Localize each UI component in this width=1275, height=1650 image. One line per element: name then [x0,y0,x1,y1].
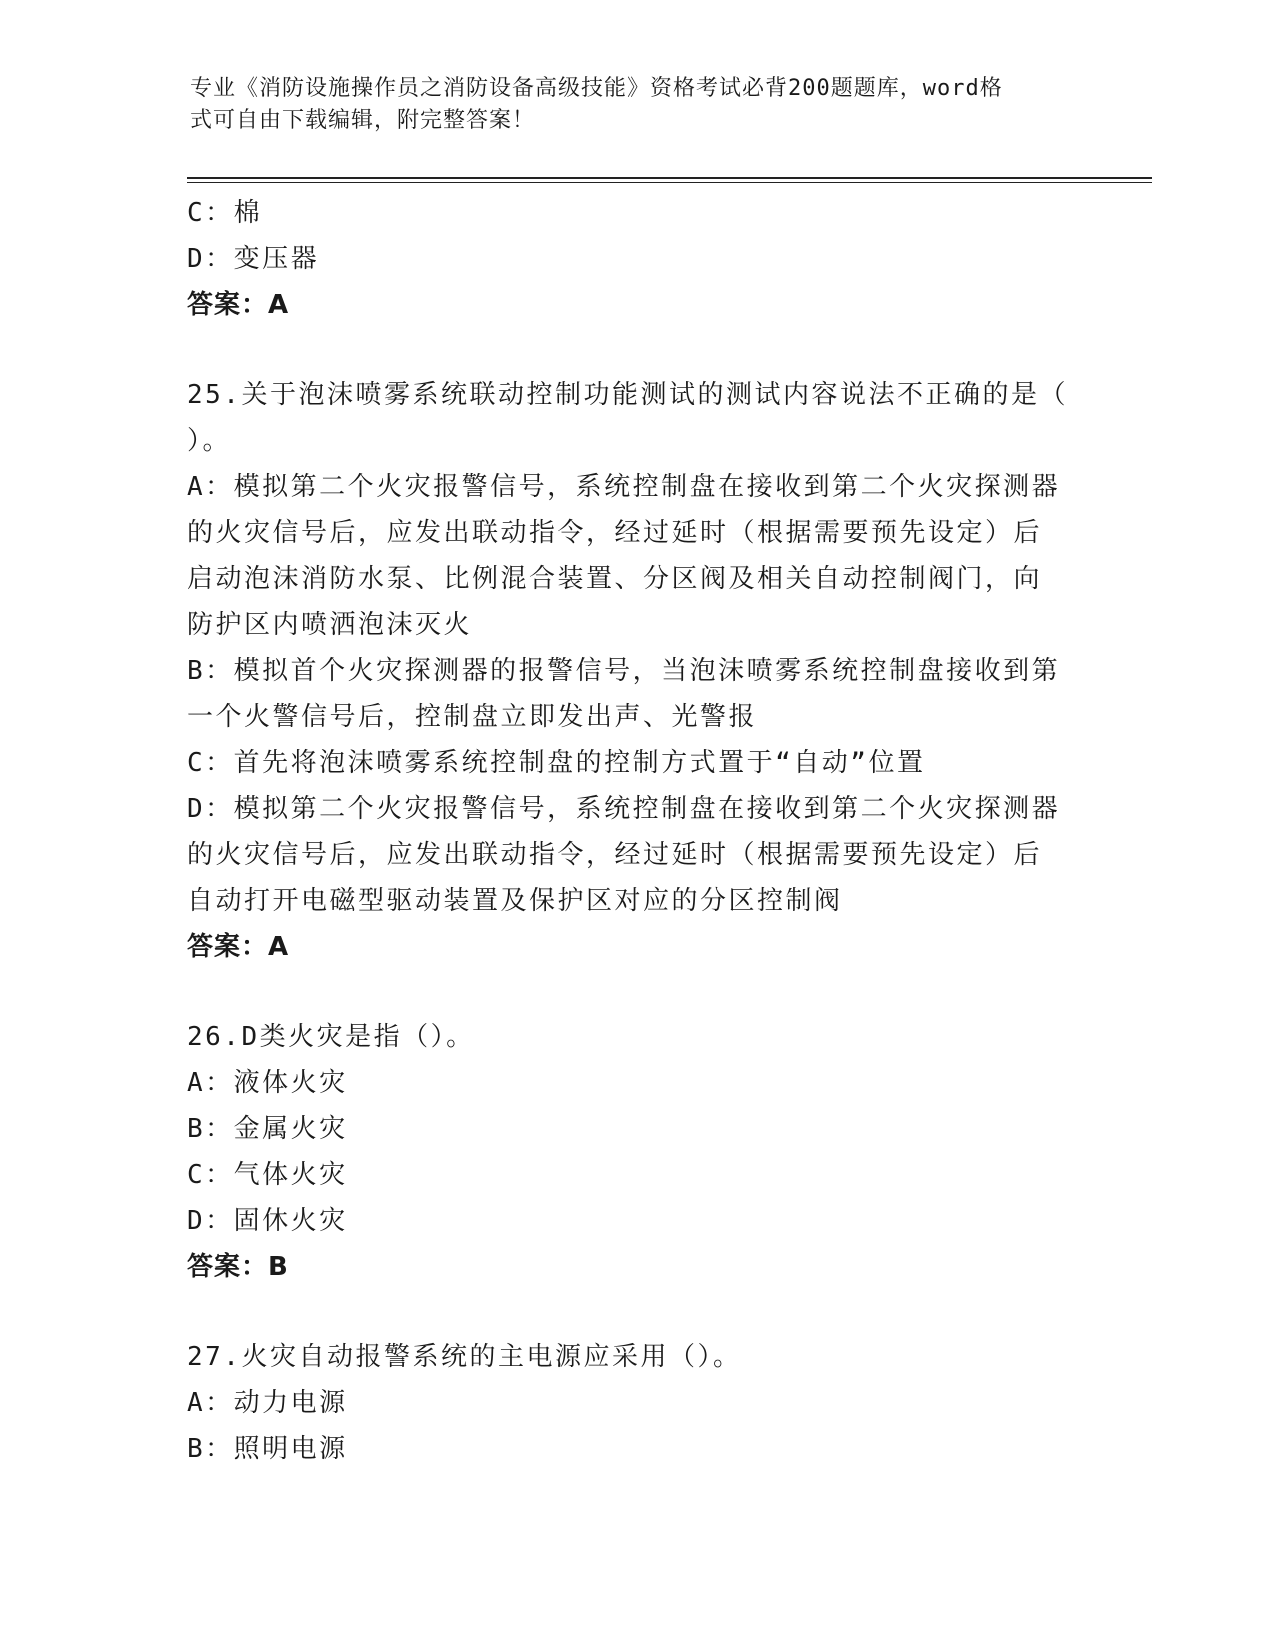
option-b: B：金属火灾 [187,1114,348,1144]
spacer [187,1290,1077,1334]
option-a: 启动泡沫消防水泵、比例混合装置、分区阀及相关自动控制阀门，向 [187,564,1043,594]
question-stem: 25.关于泡沫喷雾系统联动控制功能测试的测试内容说法不正确的是（ [187,380,1068,410]
option-b: 一个火警信号后，控制盘立即发出声、光警报 [187,702,758,732]
option-a: A：液体火灾 [187,1068,348,1098]
option-b: B：模拟首个火灾探测器的报警信号，当泡沫喷雾系统控制盘接收到第 [187,656,1061,686]
answer-line: 答案：A [187,290,290,320]
question-content [187,190,1077,1472]
question-stem: 27.火灾自动报警系统的主电源应采用（）。 [187,1342,742,1372]
option-d: 自动打开电磁型驱动装置及保护区对应的分区控制阀 [187,886,843,916]
question-27 [187,1334,1077,1472]
question-stem: 26.D类火灾是指（）。 [187,1022,475,1052]
header-line-2: 式可自由下载编辑，附完整答案！ [190,108,536,133]
spacer [187,328,1077,372]
header-divider-thin [187,182,1152,183]
spacer [187,970,1077,1014]
question-stem: ）。 [187,426,232,456]
option-a: A：动力电源 [187,1388,348,1418]
answer-line: 答案：B [187,1252,289,1282]
option-d: D：变压器 [187,244,320,274]
answer-line: 答案：A [187,932,290,962]
option-a: 防护区内喷洒泡沫灭火 [187,610,473,640]
option-b: B：照明电源 [187,1434,348,1464]
option-c: C：棉 [187,198,263,228]
option-a: 的火灾信号后，应发出联动指令，经过延时（根据需要预先设定）后 [187,518,1043,548]
option-d: D：固休火灾 [187,1206,348,1236]
header-divider-thick [187,177,1152,179]
header-line-1: 专业《消防设施操作员之消防设备高级技能》资格考试必背200题题库，word格 [190,76,1003,101]
question-26 [187,1014,1077,1290]
option-d: 的火灾信号后，应发出联动指令，经过延时（根据需要预先设定）后 [187,840,1043,870]
option-c: C：首先将泡沫喷雾系统控制盘的控制方式置于“自动”位置 [187,748,926,778]
page-header [190,73,1080,137]
option-d: D：模拟第二个火灾报警信号，系统控制盘在接收到第二个火灾探测器 [187,794,1061,824]
previous-question [187,190,1077,328]
option-c: C：气体火灾 [187,1160,348,1190]
question-25 [187,372,1077,970]
option-a: A：模拟第二个火灾报警信号，系统控制盘在接收到第二个火灾探测器 [187,472,1061,502]
